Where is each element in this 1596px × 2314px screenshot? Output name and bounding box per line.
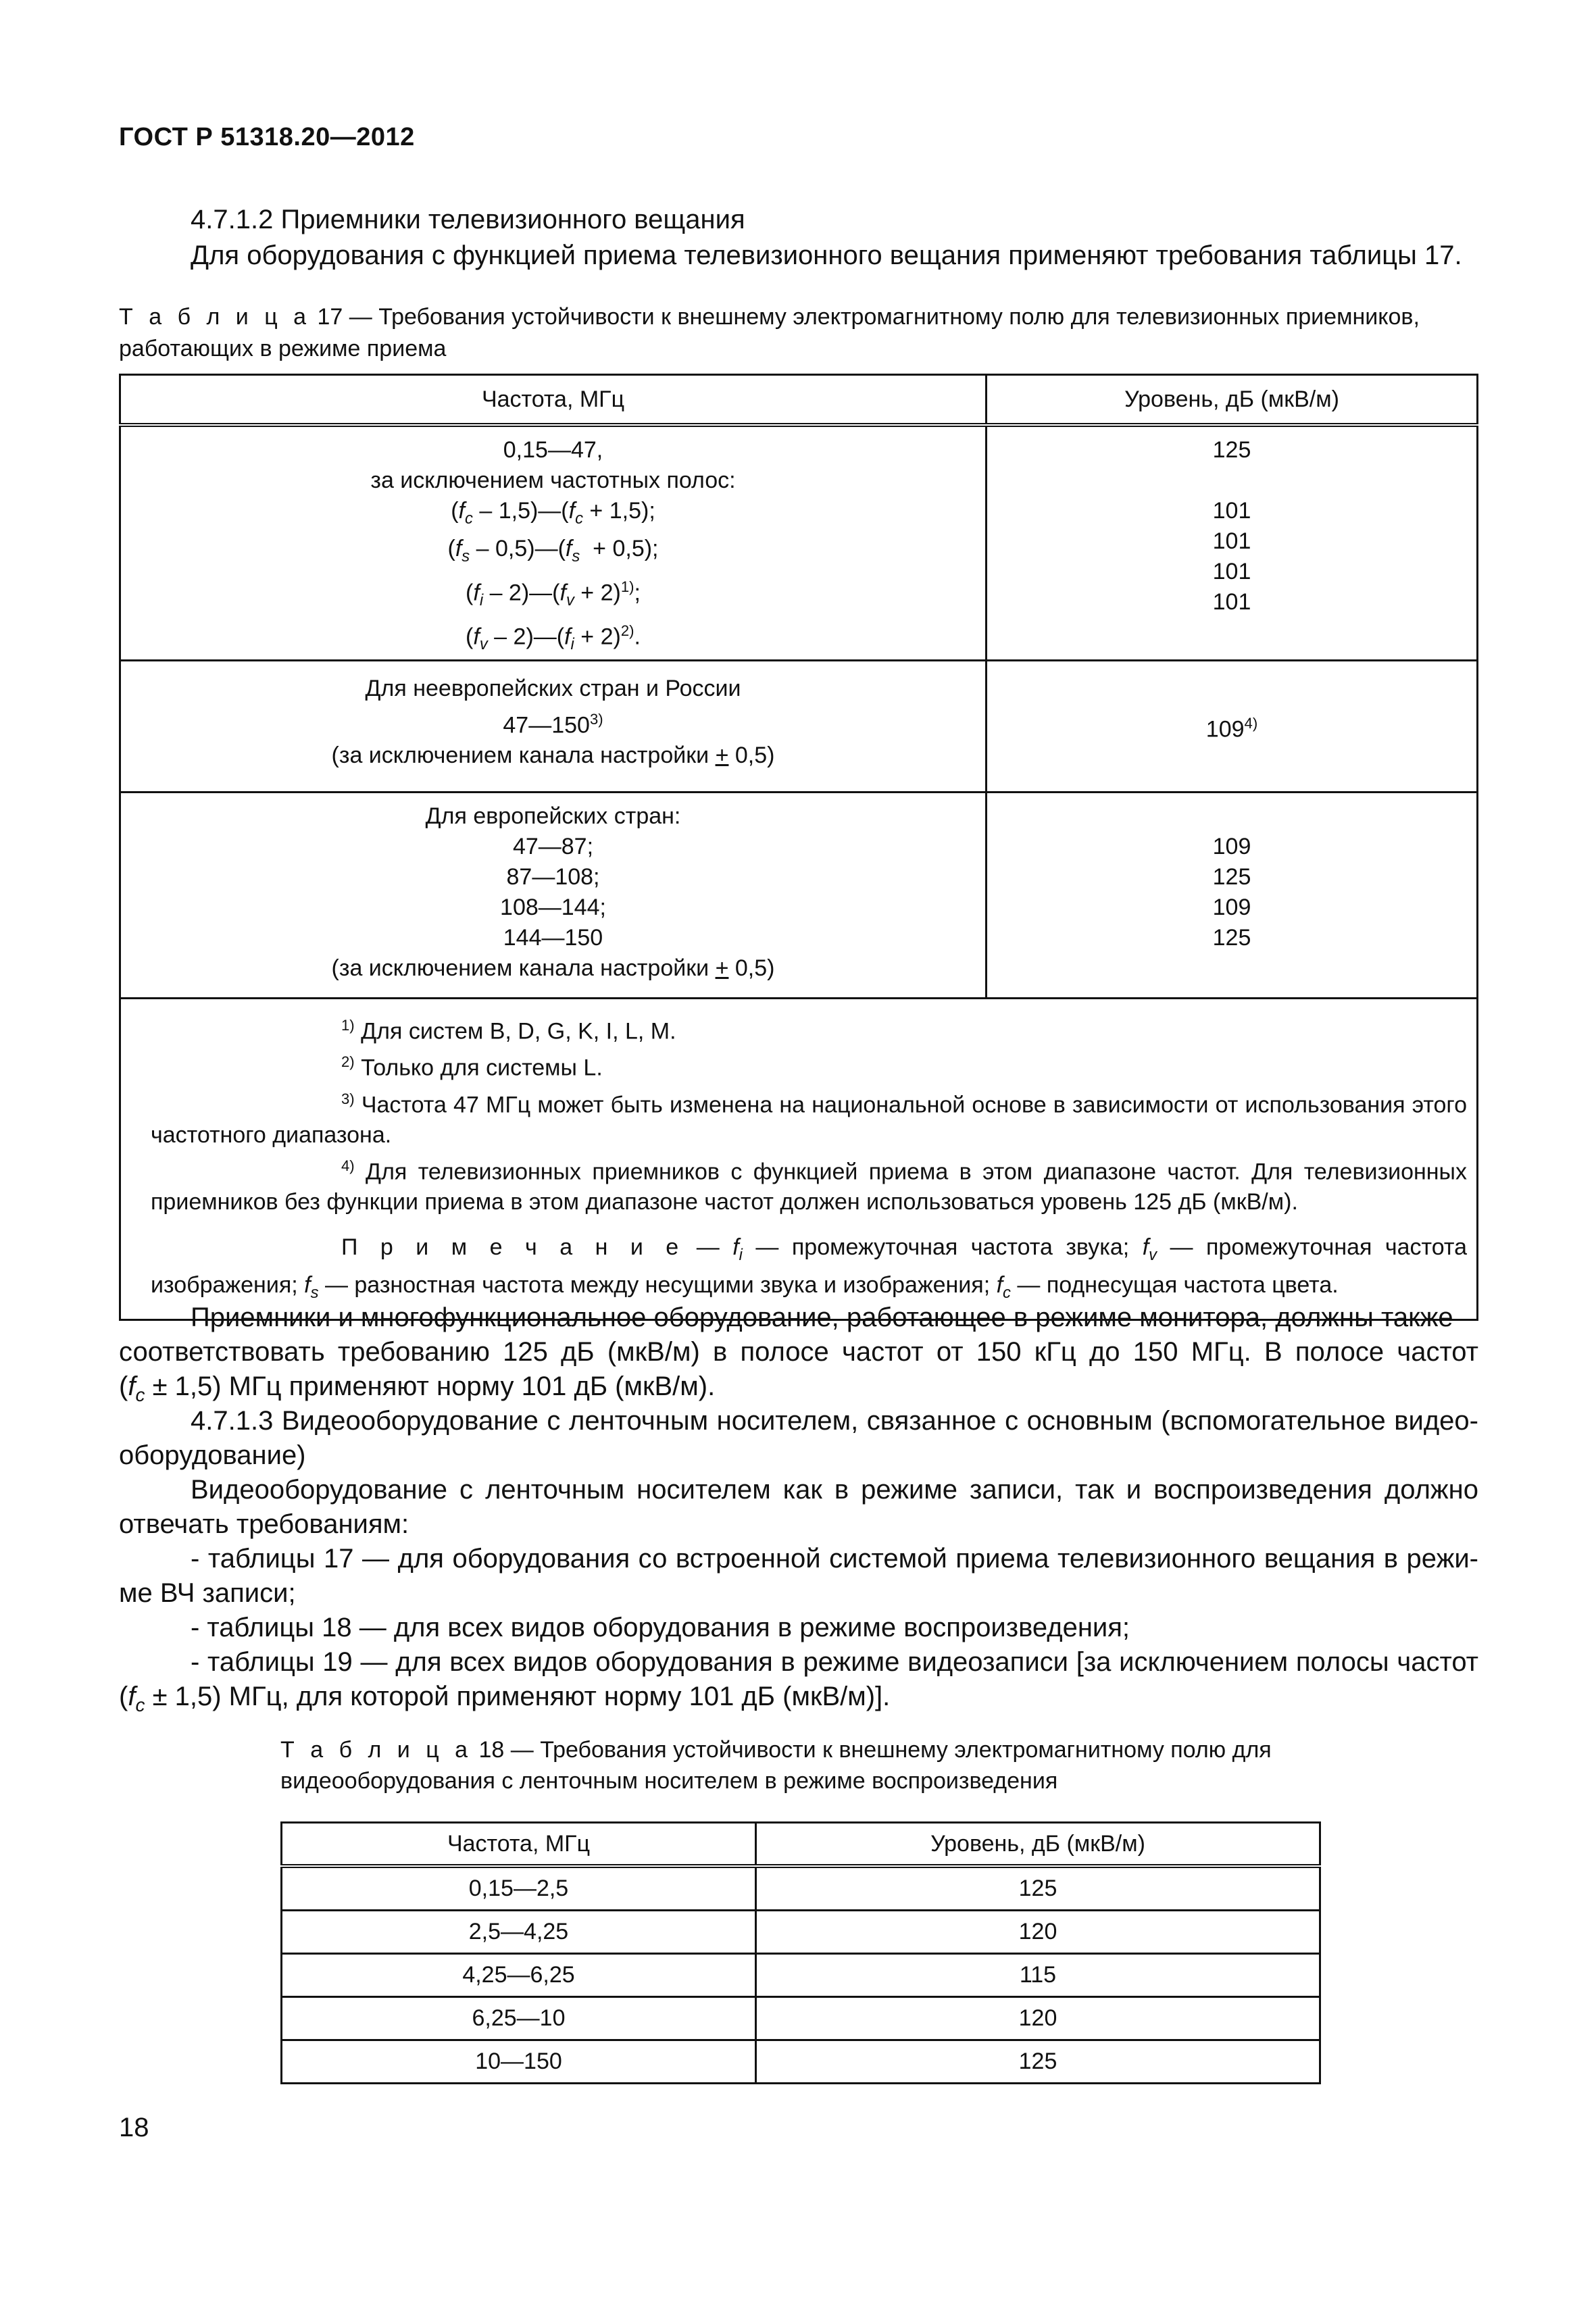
paragraph-monitor-text: МГц применяют норму 101 дБ (мкВ/м).	[228, 1372, 716, 1401]
level-value: 125	[1212, 924, 1251, 951]
level-value: 101	[1212, 498, 1251, 524]
table-cell-level	[987, 792, 1478, 998]
section-4712-title: 4.7.1.2 Приемники телевизионного вещания	[191, 205, 745, 234]
freq-range: 47—150	[503, 712, 590, 738]
table17-caption-label: Т а б л и ц а	[119, 304, 311, 330]
table18-caption-label: Т а б л и ц а	[280, 1737, 473, 1763]
section-4713-paragraph-line2: отвечать требованиям:	[119, 1509, 409, 1539]
level-value: 101	[1212, 589, 1251, 615]
table17-caption-line2: работающих в режиме приема	[119, 336, 447, 361]
table-cell-frequency: 6,25—10	[282, 1997, 756, 2040]
freq-line: 144—150	[503, 924, 603, 951]
table-cell-level: 120	[756, 1911, 1320, 1954]
table-cell-level: 120	[756, 1997, 1320, 2040]
column-header-level: Уровень, дБ (мкВ/м)	[756, 1823, 1320, 1867]
table-note: П р и м е ч а н и е — $f_i$ — промежуточная частота звука; $f_v$ — промежуточная частота изображения; $f_s$ — разностная частота между несущими звука и изображения; $f_c$ — поднесущая частота цвета.	[151, 1234, 1467, 1302]
footnote-mark: 3)	[341, 1090, 355, 1107]
table-header-row	[120, 375, 1478, 426]
footnote-text: Для телевизионных приемников с функцией приема в этом диапазоне частот. Для телевизионных приемников без функции приема в этом диапазоне частот должен использоваться уровень 125 дБ (мкВ/м).	[151, 1159, 1467, 1215]
section-4713-title-line2: оборудование)	[119, 1440, 306, 1470]
column-header-level: Уровень, дБ (мкВ/м)	[987, 375, 1478, 426]
section-4713-paragraph: Видеооборудование с ленточным носителем как в режиме записи, так и воспроизведения должно	[191, 1475, 1478, 1505]
table-cell-frequency: 4,25—6,25	[282, 1954, 756, 1997]
footnote-text: Только для системы L.	[354, 1055, 603, 1081]
table-row	[120, 425, 1478, 660]
freq-text: (за исключением канала настройки	[331, 743, 716, 769]
freq-formula-2: ($f_s$ – $0,5)—(f_s + 0,5)$;	[447, 535, 659, 565]
table-cell-level	[987, 425, 1478, 660]
table-footnotes	[120, 998, 1478, 1319]
column-header-frequency: Частота, МГц	[120, 375, 987, 426]
paragraph-monitor-line1: Приемники и многофункциональное оборудование, работающее в режиме монитора, должны также	[191, 1303, 1453, 1332]
freq-formula-1: ($f_c$ – $1,5)—(f_c + 1,5)$;	[451, 498, 655, 528]
table-cell-frequency	[120, 425, 987, 660]
freq-text: (за исключением канала настройки	[331, 955, 716, 981]
section-4713-title: 4.7.1.3 Видеооборудование с ленточным носителем, связанное с основным (вспомогательное видео-	[191, 1406, 1478, 1436]
level-value: 125	[1212, 437, 1251, 463]
table-row	[282, 1911, 1320, 1954]
plus-minus-sign: +	[715, 955, 729, 981]
list-item-text: МГц, для которой применяют норму 101 дБ (мкВ/м)].	[228, 1682, 891, 1711]
document-header: ГОСТ Р 51318.20—2012	[119, 123, 415, 151]
list-item-table17: - таблицы 17 — для оборудования со встроенной системой приема телевизионного вещания в режи-	[191, 1544, 1478, 1574]
spacer	[987, 466, 1476, 496]
page-number: 18	[119, 2113, 149, 2142]
spacer	[987, 801, 1476, 832]
freq-line	[121, 953, 985, 984]
table-cell-frequency	[120, 660, 987, 792]
freq-line: Для европейских стран:	[425, 803, 681, 829]
table18-caption	[280, 1735, 1272, 1765]
table-cell-frequency: 0,15—2,5	[282, 1866, 756, 1911]
table-row	[120, 792, 1478, 998]
table-cell-frequency: 10—150	[282, 2040, 756, 2084]
freq-formula-4: ($f_v$ – $2)—(f_i + 2)^{2)}$.	[466, 622, 641, 653]
list-item-table17-line2: ме ВЧ записи;	[119, 1578, 296, 1608]
freq-formula-3: ($f_i$ – $2)—(f_v + 2)^{1)}$;	[466, 578, 641, 609]
paragraph-monitor-line3: $(f_c \pm 1,5)$ МГц применяют норму 101 дБ (мкВ/м).	[119, 1372, 716, 1405]
list-item-table19-line2: $(f_c \pm 1,5)$ МГц, для которой применяют норму 101 дБ (мкВ/м)].	[119, 1682, 891, 1715]
level-value: 109	[1212, 833, 1251, 859]
freq-line	[121, 740, 985, 771]
plus-minus-sign: +	[715, 743, 729, 769]
table-header-row	[282, 1823, 1320, 1867]
table-footnotes-row	[120, 998, 1478, 1319]
footnote-4	[151, 1151, 1467, 1217]
table-row	[282, 1954, 1320, 1997]
paragraph-monitor-line2: соответствовать требованию 125 дБ (мкВ/м) в полосе частот от 150 кГц до 150 МГц. В полосе частот	[119, 1337, 1478, 1367]
list-item-table18: - таблицы 18 — для всех видов оборудования в режиме воспроизведения;	[191, 1613, 1130, 1642]
footnote-text: Для систем B, D, G, K, I, L, M.	[354, 1018, 676, 1045]
table-row	[282, 1997, 1320, 2040]
table-cell-frequency: 2,5—4,25	[282, 1911, 756, 1954]
column-header-frequency: Частота, МГц	[282, 1823, 756, 1867]
table-17	[119, 374, 1478, 1321]
table-cell-frequency	[120, 792, 987, 998]
freq-line: за исключением частотных полос:	[370, 468, 736, 493]
level-value: 101	[1212, 559, 1251, 584]
table-row	[120, 660, 1478, 792]
level-value: 125	[1212, 863, 1251, 890]
footnote-text: Частота 47 МГц может быть изменена на национальной основе в зависимости от использования этого частотного диапазона.	[151, 1091, 1467, 1148]
freq-line: 0,15—47,	[503, 437, 603, 463]
table-cell-level	[987, 660, 1478, 792]
freq-line: Для неевропейских стран и России	[365, 675, 741, 701]
footnote-1	[151, 1010, 1467, 1047]
freq-text: 0,5)	[728, 955, 775, 981]
footnote-2	[151, 1047, 1467, 1083]
table-cell-level: 125	[756, 2040, 1320, 2084]
footnote-ref: 3)	[589, 710, 603, 728]
section-4712-intro: Для оборудования с функцией приема телевизионного вещания применяют требования таблицы 17.	[191, 241, 1462, 270]
table18-caption-line2: видеооборудования с ленточным носителем в режиме воспроизведения	[280, 1768, 1058, 1794]
table18-caption-text: 18 — Требования устойчивости к внешнему электромагнитному полю для	[478, 1737, 1272, 1763]
footnote-mark: 2)	[341, 1053, 355, 1071]
table17-caption	[119, 302, 1420, 332]
footnote-ref: 4)	[1244, 714, 1258, 732]
footnote-3	[151, 1084, 1467, 1151]
note-label: П р и м е ч а н и е	[341, 1234, 684, 1261]
freq-text: 0,5)	[728, 743, 775, 769]
level-value: 109	[1205, 716, 1245, 742]
freq-line	[121, 704, 985, 740]
list-item-table19: - таблицы 19 — для всех видов оборудования в режиме видеозаписи [за исключением полосы частот	[191, 1647, 1478, 1677]
table-18	[280, 1821, 1321, 2084]
table17-caption-text: 17 — Требования устойчивости к внешнему электромагнитному полю для телевизионных приемников,	[317, 304, 1420, 330]
table-cell-level: 115	[756, 1954, 1320, 1997]
table-cell-level: 125	[756, 1866, 1320, 1911]
table-row	[282, 1866, 1320, 1911]
level-value: 101	[1212, 528, 1251, 554]
freq-line: 47—87;	[512, 833, 594, 859]
freq-line: 108—144;	[500, 894, 606, 920]
footnote-mark: 1)	[341, 1016, 355, 1034]
footnote-mark: 4)	[341, 1157, 355, 1174]
level-value: 109	[1212, 894, 1251, 920]
table-row	[282, 2040, 1320, 2084]
freq-line: 87—108;	[506, 863, 600, 890]
